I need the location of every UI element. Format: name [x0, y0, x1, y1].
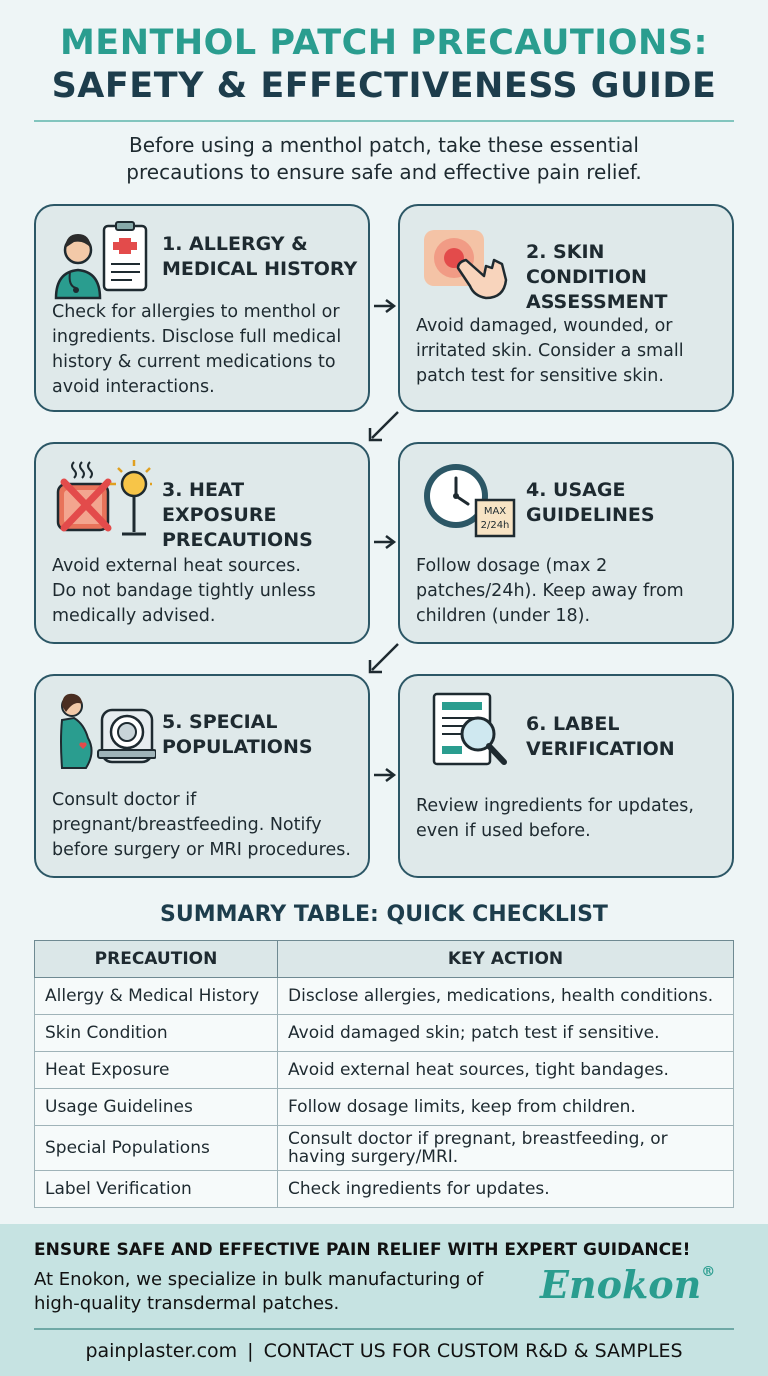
website-link[interactable]: painplaster.com	[85, 1340, 238, 1362]
svg-text:MAX: MAX	[483, 506, 507, 517]
table-cell: Allergy & Medical History	[35, 978, 278, 1015]
brand-logo: Enokon®	[540, 1262, 716, 1307]
table-cell: Follow dosage limits, keep from children.	[278, 1089, 734, 1126]
table-cell: Avoid damaged skin; patch test if sensitive.	[278, 1015, 734, 1052]
card-title: 6. LABEL VERIFICATION	[526, 713, 675, 760]
table-cell: Usage Guidelines	[35, 1089, 278, 1126]
separator: |	[247, 1340, 254, 1362]
summary-title: SUMMARY TABLE: QUICK CHECKLIST	[160, 902, 608, 927]
card-body: Review ingredients for updates, even if used before.	[416, 796, 694, 841]
document-magnifier-icon	[416, 690, 520, 770]
arrow-right-icon	[372, 534, 398, 550]
footer-body: At Enokon, we specialize in bulk manufacturing of high-quality transdermal patches.	[34, 1269, 484, 1314]
footer-headline: ENSURE SAFE AND EFFECTIVE PAIN RELIEF WITH EXPERT GUIDANCE!	[34, 1240, 691, 1260]
pregnant-woman-mri-icon	[52, 690, 156, 770]
card-special-populations	[34, 674, 370, 878]
card-allergy-medical-history	[34, 204, 370, 412]
doctor-clipboard-icon	[52, 220, 156, 300]
intro-line-2: precautions to ensure safe and effective pain relief.	[126, 160, 642, 184]
card-label-verification	[398, 674, 734, 878]
header-divider	[34, 120, 734, 122]
table-header-row	[35, 941, 734, 978]
no-heat-source-icon	[52, 458, 156, 538]
column-header: PRECAUTION	[35, 941, 278, 978]
card-title: 2. SKIN CONDITION ASSESSMENT	[526, 241, 668, 313]
page-header	[0, 22, 768, 108]
footer-divider	[34, 1328, 734, 1330]
table-cell: Label Verification	[35, 1171, 278, 1208]
clock-dosage-icon	[416, 458, 520, 538]
card-usage-guidelines	[398, 442, 734, 644]
card-body: Consult doctor if pregnant/breastfeeding. Notify before surgery or MRI procedures.	[52, 790, 351, 860]
summary-table	[34, 940, 734, 1208]
footer	[0, 1224, 768, 1376]
intro-line-1: Before using a menthol patch, take these essential	[129, 133, 639, 157]
title-line-1: MENTHOL PATCH PRECAUTIONS:	[59, 23, 709, 63]
table-cell: Skin Condition	[35, 1015, 278, 1052]
card-body: Avoid damaged, wounded, or irritated skin. Consider a small patch test for sensitive skin.	[416, 316, 684, 386]
column-header: KEY ACTION	[278, 941, 734, 978]
svg-text:2/24h: 2/24h	[480, 520, 510, 531]
card-title: 5. SPECIAL POPULATIONS	[162, 711, 313, 758]
card-body: Check for allergies to menthol or ingredients. Disclose full medical history & current medications to avoid interactions.	[52, 302, 342, 397]
table-cell: Avoid external heat sources, tight bandages.	[278, 1052, 734, 1089]
arrow-down-left-icon	[366, 642, 402, 676]
table-row	[35, 1171, 734, 1208]
card-heat-exposure	[34, 442, 370, 644]
table-row	[35, 1089, 734, 1126]
table-cell: Special Populations	[35, 1126, 278, 1171]
table-cell: Check ingredients for updates.	[278, 1171, 734, 1208]
arrow-right-icon	[372, 298, 398, 314]
card-title: 1. ALLERGY & MEDICAL HISTORY	[162, 233, 358, 280]
footer-contact	[0, 1340, 768, 1362]
title-line-2: SAFETY & EFFECTIVENESS GUIDE	[51, 66, 717, 106]
irritated-skin-hand-icon	[416, 220, 520, 300]
table-row	[35, 1052, 734, 1089]
table-cell: Disclose allergies, medications, health conditions.	[278, 978, 734, 1015]
intro-text	[60, 132, 708, 186]
card-body: Avoid external heat sources. Do not bandage tightly unless medically advised.	[52, 556, 316, 626]
table-row	[35, 1015, 734, 1052]
table-cell: Consult doctor if pregnant, breastfeeding, or having surgery/MRI.	[278, 1126, 734, 1171]
card-title: 3. HEAT EXPOSURE PRECAUTIONS	[162, 479, 313, 551]
card-title: 4. USAGE GUIDELINES	[526, 479, 655, 526]
arrow-right-icon	[372, 767, 398, 783]
table-row	[35, 978, 734, 1015]
table-row	[35, 1126, 734, 1171]
table-cell: Heat Exposure	[35, 1052, 278, 1089]
card-body: Follow dosage (max 2 patches/24h). Keep away from children (under 18).	[416, 556, 684, 626]
card-skin-condition	[398, 204, 734, 412]
arrow-down-left-icon	[366, 410, 402, 444]
contact-cta: CONTACT US FOR CUSTOM R&D & SAMPLES	[263, 1340, 683, 1362]
